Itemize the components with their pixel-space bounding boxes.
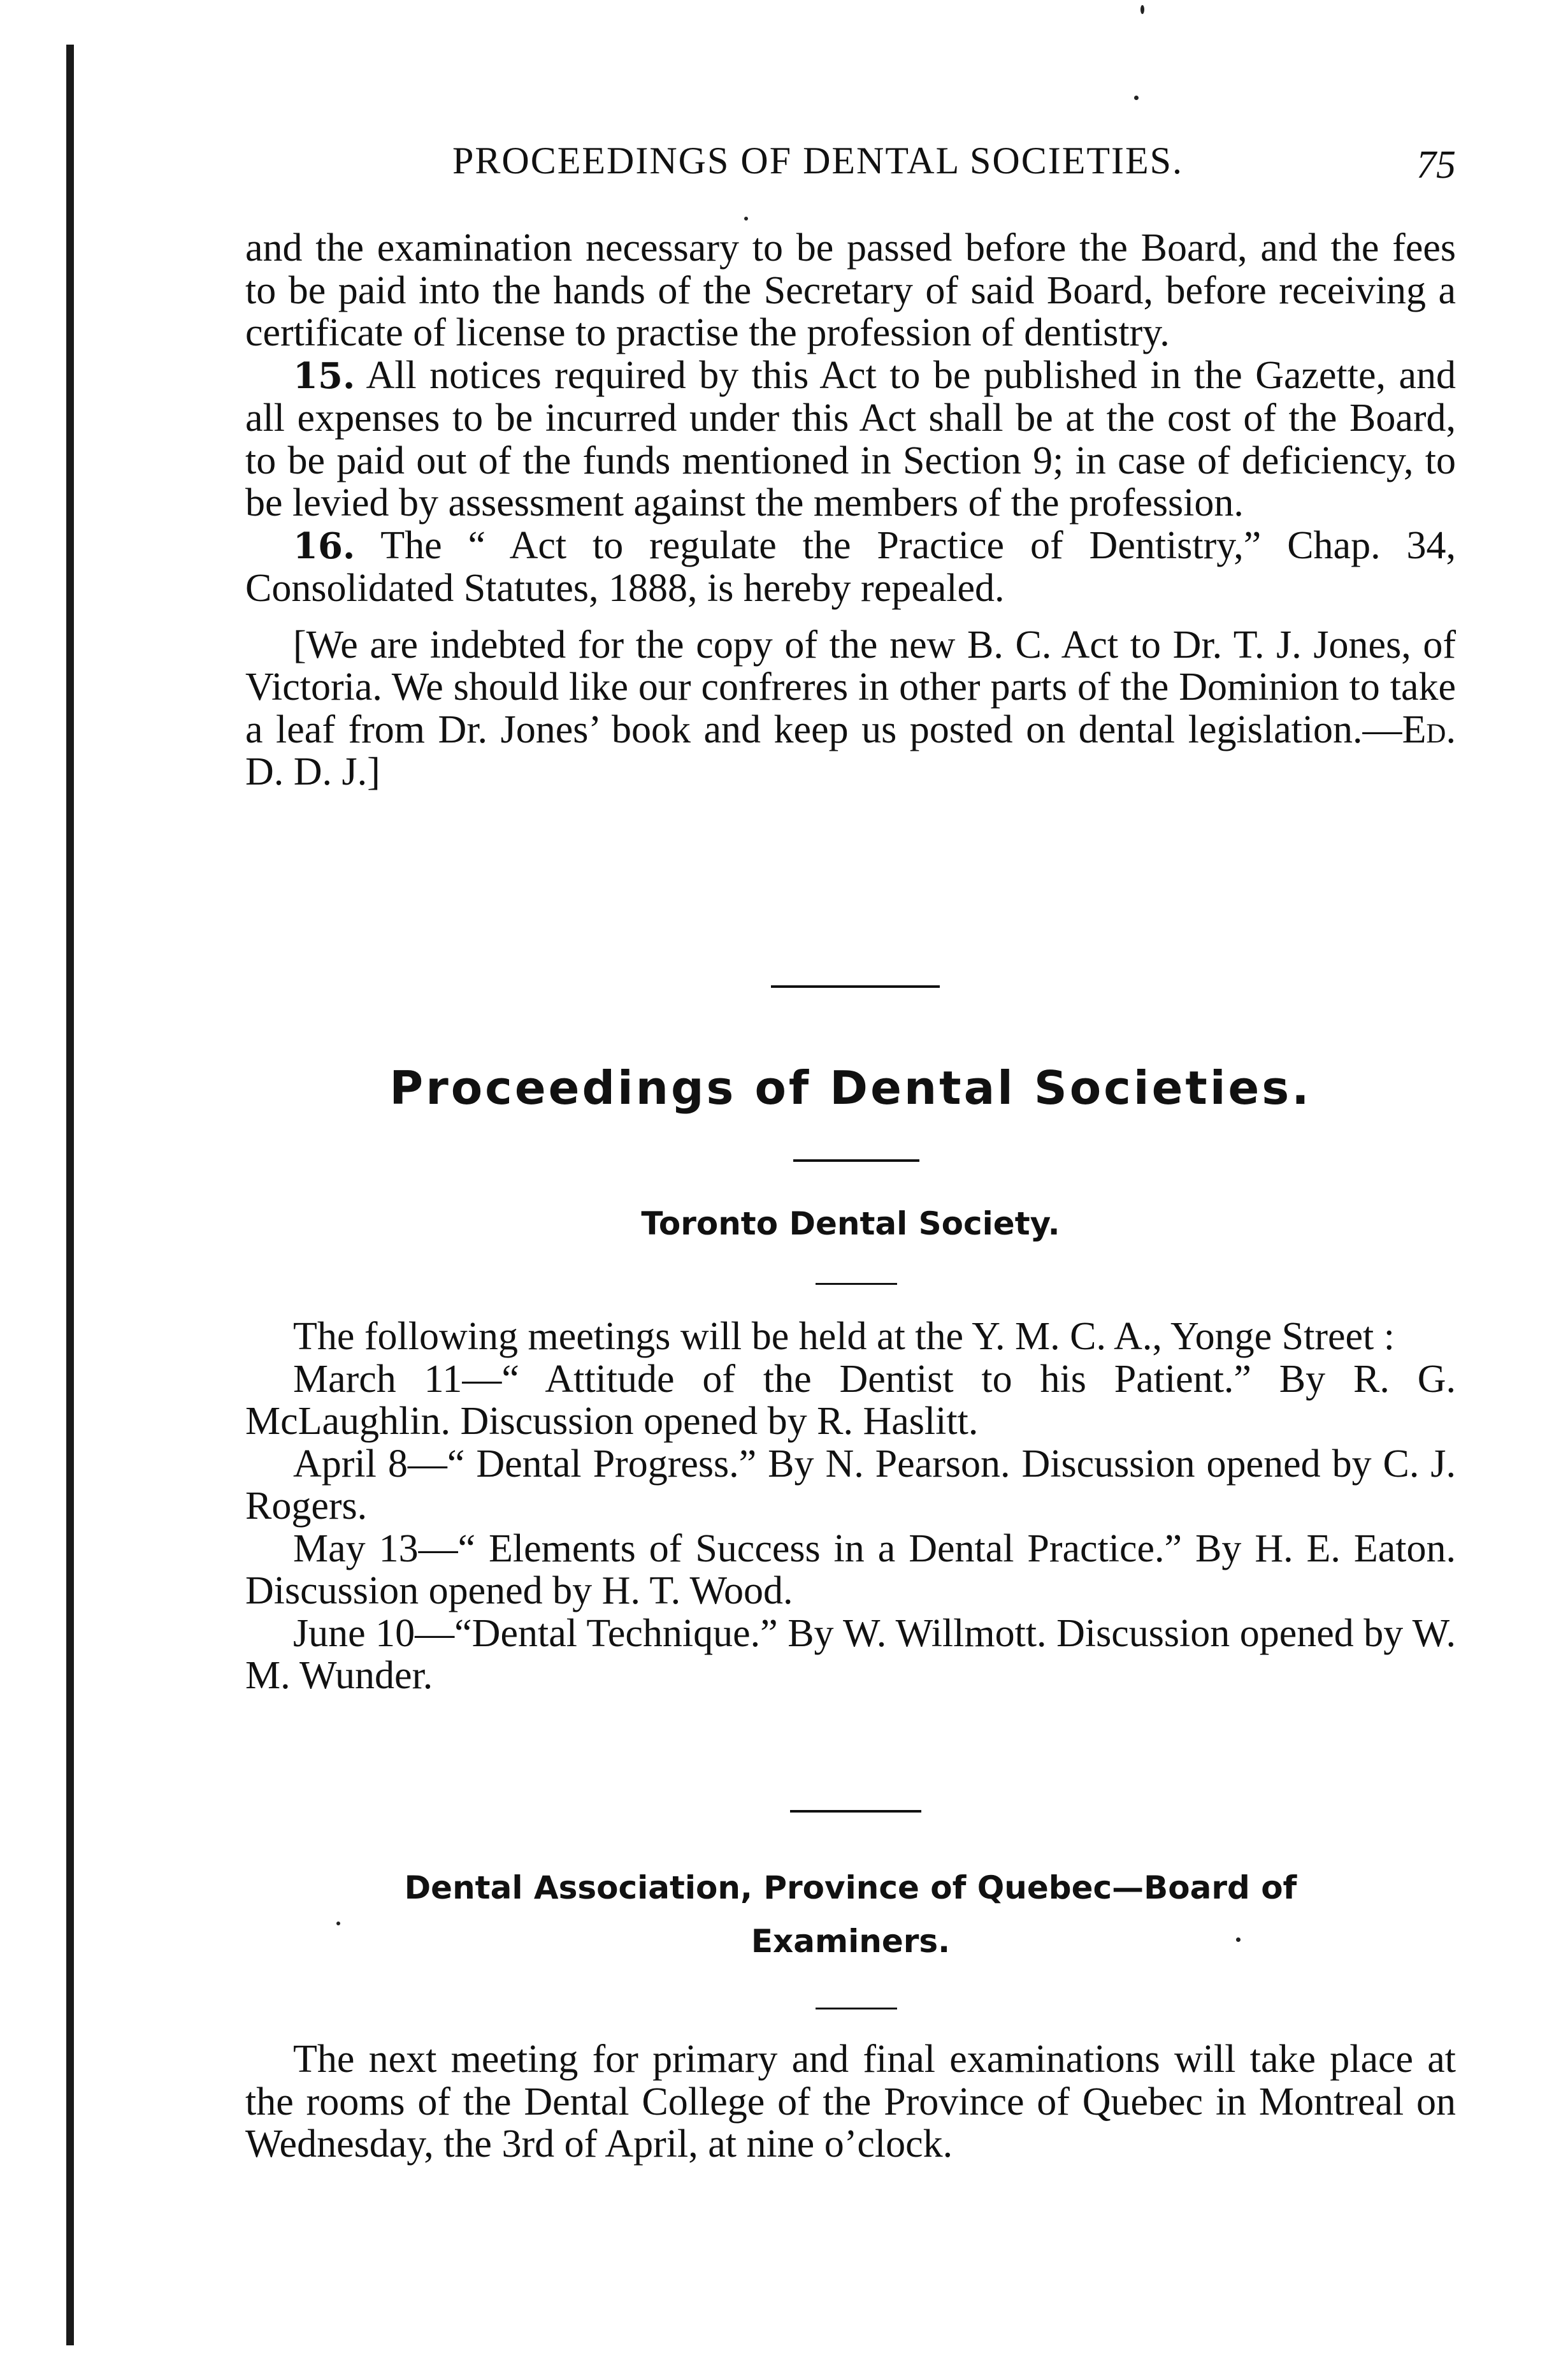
running-title: PROCEEDINGS OF DENTAL SOCIETIES. — [452, 140, 1183, 182]
print-speck — [1134, 96, 1139, 100]
quebec-text: The next meeting for primary and final examinations will take place at the rooms of the Dental College of the Province of Quebec in Montreal on Wednesday, the 3rd of April, at nine o’clock. — [245, 2038, 1456, 2166]
quebec-heading-line2: Examiners. — [751, 1923, 951, 1960]
editor-note — [245, 624, 1456, 793]
quebec-heading — [245, 1861, 1456, 1968]
section-rule — [771, 985, 940, 988]
running-head — [245, 139, 1456, 196]
short-rule — [816, 2008, 897, 2009]
main-heading: Proceedings of Dental Societies. — [389, 1061, 1312, 1115]
act-continuation: and the examination necessary to be passed before the Board, and the fees to be paid into the hands of the Secretary of said Board, before receiving a certificate of license to practise the profession of dentistry. — [245, 226, 1456, 354]
section-16-number: 16. — [293, 525, 356, 567]
toronto-meetings — [245, 1315, 1456, 1697]
section-16 — [245, 525, 1456, 610]
meeting-june: June 10—“Dental Technique.” By W. Willmott. Discussion opened by W. M. Wunder. — [245, 1611, 1456, 1697]
section-15-number: 15. — [293, 354, 356, 397]
short-rule — [816, 1283, 897, 1285]
toronto-heading: Toronto Dental Society. — [641, 1205, 1060, 1242]
print-speck — [744, 217, 748, 221]
heading-rule — [793, 1159, 919, 1162]
section-16-text: The “ Act to regulate the Practice of Dentistry,” Chap. 34, Consolidated Statutes, 1888, is hereby repealed. — [245, 523, 1456, 610]
editor-signature: Ed. D. D. J.] — [245, 707, 1456, 793]
quebec-notice — [245, 2038, 1456, 2166]
section-rule — [790, 1810, 921, 1813]
meeting-march: March 11—“ Attitude of the Dentist to his Patient.” By R. G. McLaughlin. Discussion opened by R. Haslitt. — [245, 1357, 1456, 1443]
page-number: 75 — [1416, 143, 1456, 187]
binding-edge — [66, 45, 74, 2345]
act-text — [245, 227, 1456, 793]
print-speck — [1140, 5, 1144, 14]
meeting-may: May 13—“ Elements of Success in a Dental Practice.” By H. E. Eaton. Discussion opened by H. T. Wood. — [245, 1526, 1456, 1612]
section-15 — [245, 354, 1456, 525]
section-15-text: All notices required by this Act to be published in the Gazette, and all expenses to be incurred under this Act shall be at the cost of the Board, to be paid out of the funds mentioned in Section 9; in case of deficiency, to be levied by assessment against the members of the profession. — [245, 353, 1456, 525]
toronto-intro: The following meetings will be held at the Y. M. C. A., Yonge Street : — [293, 1315, 1395, 1358]
meeting-april: April 8—“ Dental Progress.” By N. Pearson. Discussion opened by C. J. Rogers. — [245, 1442, 1456, 1528]
quebec-heading-line1: Dental Association, Province of Quebec—Board of — [404, 1869, 1297, 1906]
editor-note-text: [We are indebted for the copy of the new B. C. Act to Dr. T. J. Jones, of Victoria. We should like our confreres in other parts of the Dominion to take a leaf from Dr. Jones’ book and keep us posted on dental legislation.— — [245, 623, 1456, 751]
